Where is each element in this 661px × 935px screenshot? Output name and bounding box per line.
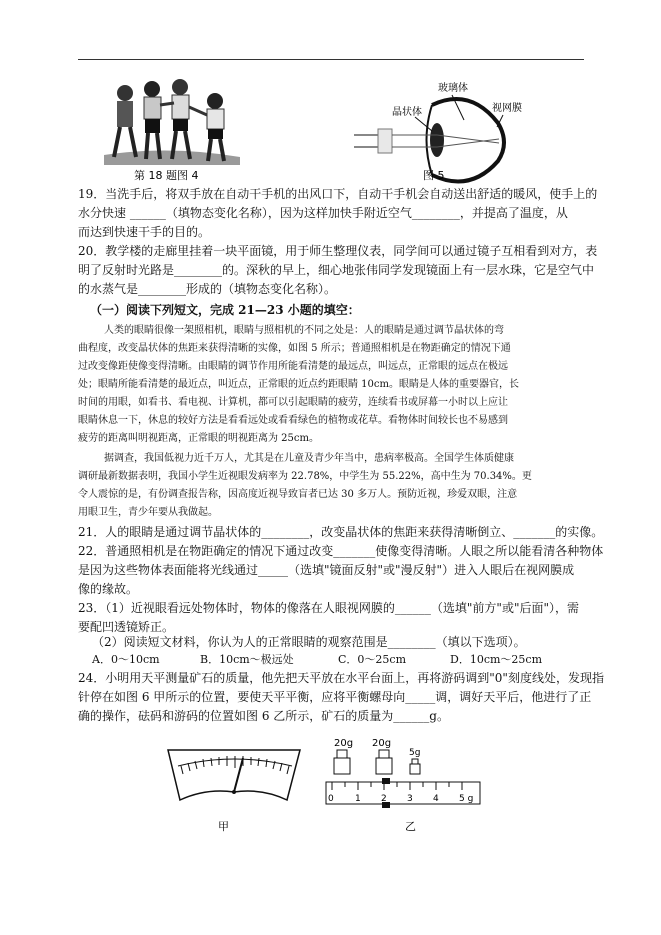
passage-line: 人类的眼睛很像一架照相机，眼睛与照相机的不同之处是：人的眼睛是通过调节晶状体的弯 <box>104 325 504 336</box>
passage-line: 调研最新数据表明，我国小学生近视眼发病率为 22.78%，中学生为 55.22%，高中生为 70.34%。更 <box>78 471 532 482</box>
q22-line-2: 是因为这些物体表面能将光线通过_____（选填"镜面反射"或"漫反射"）进入人眼后在视网膜成 <box>78 563 575 577</box>
children-photo-figure <box>100 77 245 165</box>
label-retina: 视网膜 <box>492 103 522 114</box>
q20-line-3: 的水蒸气是________形成的（填物态变化名称）。 <box>78 282 337 296</box>
ruler-tick-label: 0 <box>328 794 334 804</box>
q22-line-3: 像的缘故。 <box>78 582 139 596</box>
weight-label-1: 20g <box>334 738 354 749</box>
q21-line: 21．人的眼睛是通过调节晶状体的________，改变晶状体的焦距来获得清晰倒立、_______的实像。 <box>78 525 604 539</box>
passage-line: 处；眼睛所能看清楚的最近点，叫近点，正常眼的近点约距眼睛 10cm。眼睛是人体的重要器官，长 <box>78 379 519 390</box>
ruler-tick-label: 1 <box>355 794 361 804</box>
q24-line-2: 针停在如图 6 甲所示的位置，要使天平平衡，应将平衡螺母向_____调，调好天平后，他进行了正 <box>78 690 592 704</box>
q23-line-2: 要配凹透镜矫正。 <box>78 620 175 634</box>
passage-line: 时间的用眼，如看书、看电视、计算机，都可以引起眼睛的疲劳，连续看书或屏幕一小时以上应让 <box>78 397 508 408</box>
q20-line-1: 20．教学楼的走廊里挂着一块平面镜，用于师生整理仪表，同学间可以通过镜子互相看到对方，表 <box>78 244 598 258</box>
fig4-caption: 第 18 题图 4 <box>134 169 199 182</box>
weight-label-3: 5g <box>409 748 421 758</box>
q20-line-2: 明了反射时光路是________的。深秋的早上，细心地张伟同学发现镜面上有一层水珠，它是空气中 <box>78 263 595 277</box>
q24-line-1: 24．小明用天平测量矿石的质量，他先把天平放在水平台面上，再将游码调到"0"刻度线处，发现指 <box>78 671 604 685</box>
option-d: D．10cm～25cm <box>450 653 542 666</box>
q19-line-1: 19．当洗手后，将双手放在自动干手机的出风口下，自动干手机会自动送出舒适的暖风，使手上的 <box>78 187 598 201</box>
figure-6 <box>0 730 661 840</box>
passage-line: 用眼卫生，青少年要从我做起。 <box>78 507 218 518</box>
option-a: A．0～10cm <box>92 653 160 666</box>
fig6b-caption: 乙 <box>405 820 416 833</box>
q19-line-2: 水分快速 ______（填物态变化名称），因为这样加快手附近空气________，并提高了温度，从 <box>78 206 568 220</box>
passage-line: 眼睛休息一下，休息的较好方法是看看远处或看看绿色的植物或花草。看物体时间较长也不易感到 <box>78 415 508 426</box>
fig6a-caption: 甲 <box>218 820 229 833</box>
passage-line: 过改变像距使像变得清晰。由眼睛的调节作用所能看清楚的最远点，叫远点，正常眼的远点在极远 <box>78 361 508 372</box>
balance-dial <box>168 750 300 800</box>
header-rule <box>78 59 584 60</box>
passage-line: 疲劳的距离叫明视距离，正常眼的明视距离为 25cm。 <box>78 433 319 444</box>
ruler-tick-label: 4 <box>433 794 439 804</box>
label-lens: 晶状体 <box>392 107 422 118</box>
passage-line: 令人震惊的是，有份调查报告称，因高度近视导致盲者已达 30 多万人。预防近视，珍爱双眼，注意 <box>78 489 518 500</box>
q23-line-1: 23．（1）近视眼看远处物体时，物体的像落在人眼视网膜的______（选填"前方"或"后面"），需 <box>78 601 579 615</box>
ruler-tick-label: 5 g <box>459 794 474 804</box>
option-c: C．0～25cm <box>338 653 407 666</box>
section-heading: （一）阅读下列短文，完成 21—23 小题的填空： <box>90 303 360 317</box>
passage-line: 曲程度，改变晶状体的焦距来获得清晰的实像，如图 5 所示；普通照相机是在物距确定的情况下通 <box>78 343 511 354</box>
option-b: B．10cm～极远处 <box>200 653 294 666</box>
ruler-tick-label: 3 <box>407 794 413 804</box>
label-vitreous: 玻璃体 <box>438 83 468 94</box>
fig5-caption: 图 5 <box>423 169 445 182</box>
q22-line-1: 22．普通照相机是在物距确定的情况下通过改变_______使像变得清晰。人眼之所以能看清各种物体 <box>78 544 604 558</box>
q19-line-3: 而达到快速干手的目的。 <box>78 225 211 239</box>
figure-row <box>0 75 661 185</box>
q23-line-3: （2）阅读短文材料，你认为人的正常眼睛的观察范围是________（填以下选项）。 <box>92 635 526 649</box>
figures-4-5 <box>0 75 661 185</box>
weights-and-ruler <box>326 750 480 808</box>
q24-line-3: 确的操作，砝码和游码的位置如图 6 乙所示，矿石的质量为______g。 <box>78 709 449 723</box>
weight-label-2: 20g <box>372 738 392 749</box>
passage-line: 据调查，我国低视力近千万人，尤其是在儿童及青少年当中，患病率极高。全国学生体质健康 <box>104 453 514 464</box>
ruler-tick-label: 2 <box>381 794 387 804</box>
